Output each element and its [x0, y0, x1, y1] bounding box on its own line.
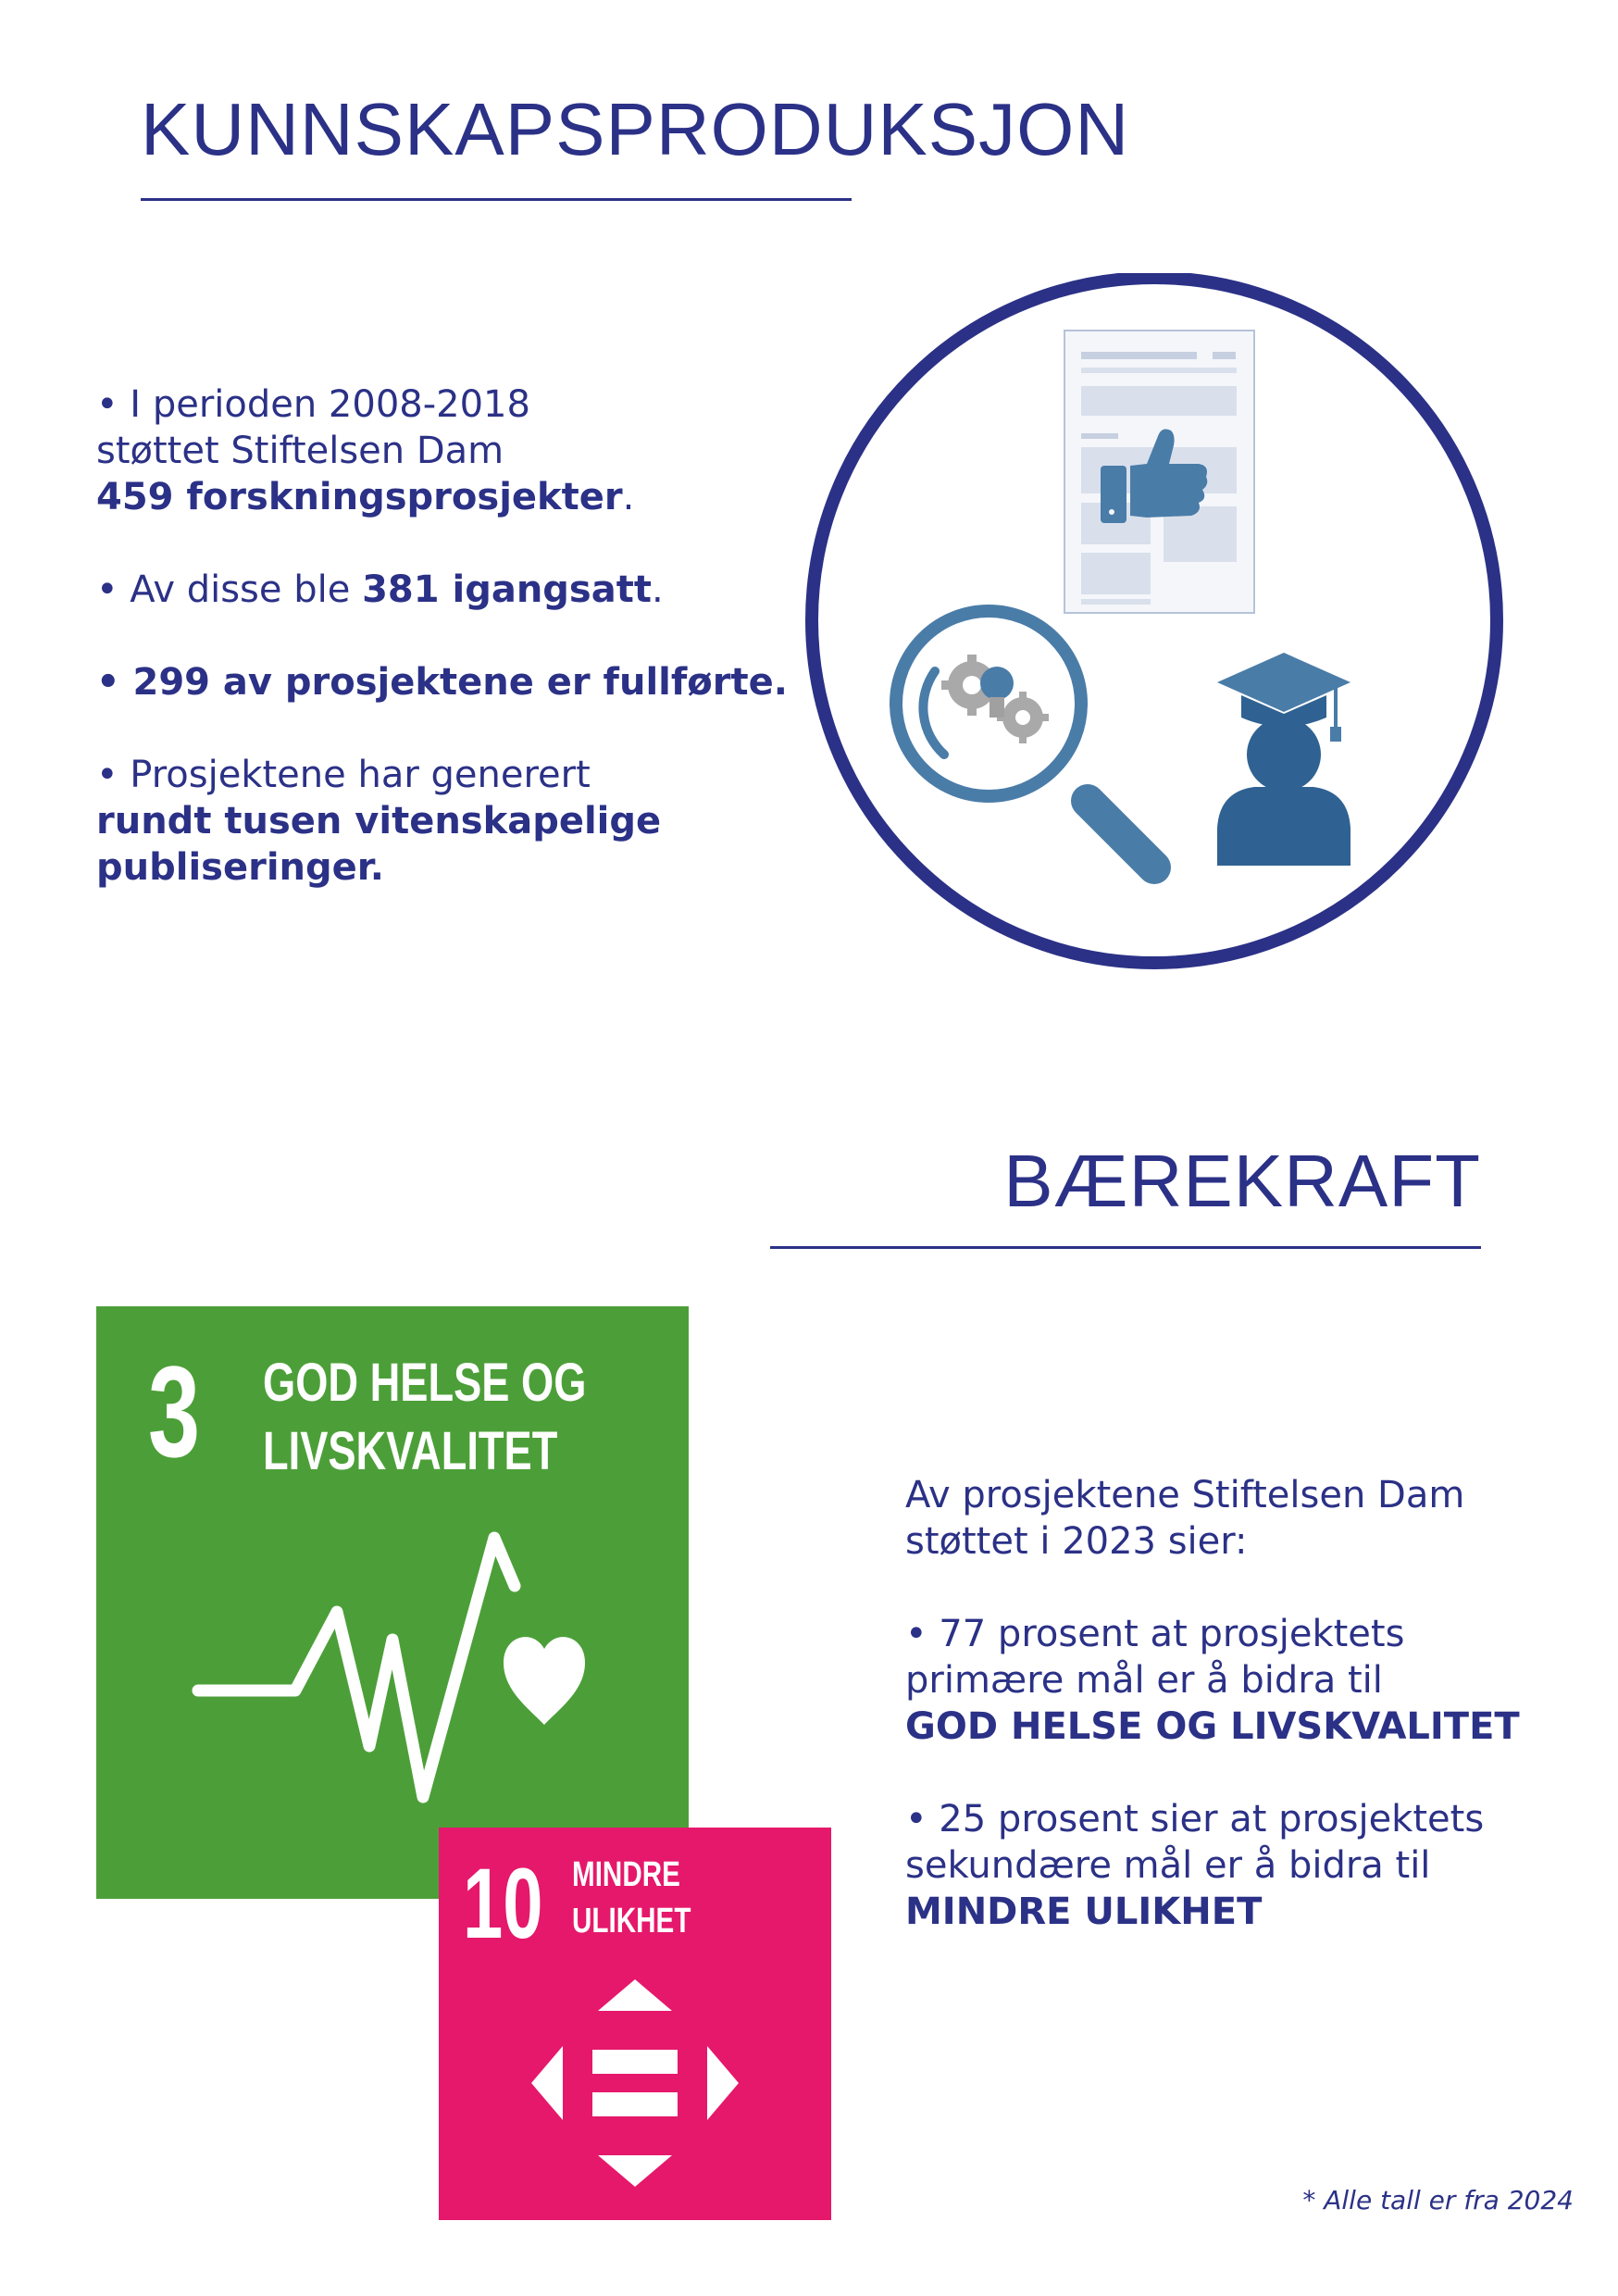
knowledge-facts: [96, 381, 800, 937]
fact-projects-completed: • 299 av prosjektene er fullførte.: [96, 661, 788, 704]
section-heading-baerekraft: BÆREKRAFT: [1003, 1140, 1481, 1222]
research-illustration: [791, 273, 1513, 995]
fact-projects-started: • Av disse ble 381 igangsatt.: [96, 568, 664, 611]
heading-underline: [141, 198, 852, 201]
section-heading-kunnskapsproduksjon: KUNNSKAPSPRODUKSJON: [141, 88, 1130, 170]
fact-projects-supported: • I perioden 2008-2018 støttet Stiftelsen Dam 459 forskningsprosjekter.: [96, 383, 635, 518]
heading-underline: [770, 1246, 1481, 1249]
sdg-10-title: MINDRE ULIKHET: [572, 1855, 691, 1940]
sdg-10-tile: [439, 1828, 831, 2220]
sustainability-facts: [905, 1472, 1572, 1981]
sustainability-point-health: • 77 prosent at prosjektets primære mål er å bidra til GOD HELSE OG LIVSKVALITET: [905, 1613, 1520, 1748]
footnote: * Alle tall er fra 2024: [1302, 2185, 1574, 2215]
sustainability-intro: Av prosjektene Stiftelsen Dam støttet i 2023 sier:: [905, 1474, 1465, 1563]
sdg-10-number: 10: [463, 1847, 543, 1959]
sdg-3-number: 3: [148, 1339, 201, 1484]
document-thumbs-up-icon: [1064, 331, 1254, 613]
fact-publications: • Prosjektene har generert rundt tusen vitenskapelige publiseringer.: [96, 754, 662, 889]
sustainability-point-inequality: • 25 prosent sier at prosjektets sekundære mål er å bidra til MINDRE ULIKHET: [905, 1798, 1485, 1933]
sdg-3-title: GOD HELSE OG LIVSKVALITET: [263, 1353, 587, 1481]
sdg-3-tile: [96, 1306, 689, 1899]
equality-arrows-icon: [528, 1976, 742, 2190]
heartbeat-heart-icon: [189, 1519, 605, 1825]
